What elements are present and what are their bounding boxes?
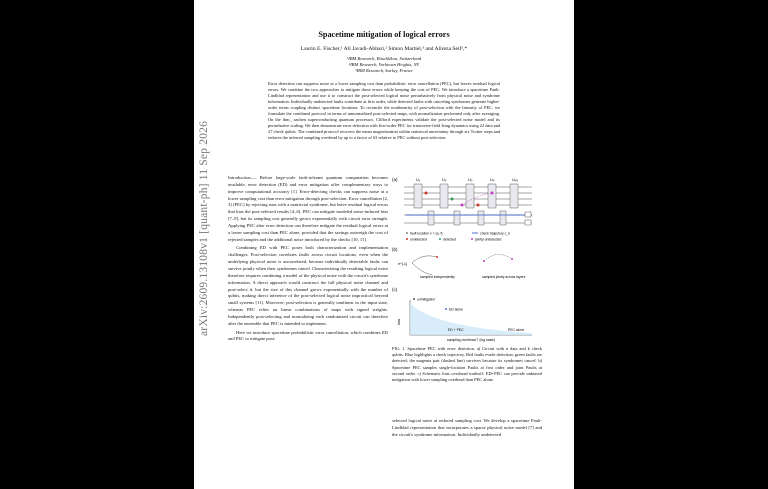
abstract: Error detection can suppress noise at a lower sampling cost than probabilistic error cancellation (PEC), but leaves residual logical errors. We combine the two approaches to mitigate those errors while keeping the cost of PEC. We introduce a spacetime Pauli-Lindblad representation and use it to construct the post-selected logical noise perturbatively from physical noise and syndrome information. Individually undetected faults contribute at first order, while detected faults with canceling syndromes generate higher-order terms coupling distinct spacetime locations. To reconcile the nonlinearity of post-selection with the linearity of PEC, we formulate the combined protocol in terms of unnormalized post-selected maps, with normalization performed only after averaging. On the ibm_ aachen superconducting quantum processor, Clifford experiments validate the post-selected noise model and its perturbative scaling. We then demonstrate error detection with first-order PEC for transverse-field Ising dynamics using 22 data and 27 check qubits. The combined protocol recovers the mean magnetization within statistical uncertainty through six Trotter steps and reduces the inferred sampling overhead by up to a factor of 63 relative to PEC without post-selection. (268, 81, 500, 140)
c-marker (445, 308, 447, 310)
panel-a-label: (a) (392, 177, 398, 182)
c-ylabel: bias (397, 318, 401, 325)
panel-b-label: (b) (392, 247, 398, 252)
legend-undetected: undetected (410, 237, 427, 242)
arxiv-stamp: arXiv:2609.13108v1 [quant-ph] 11 Sep 2026 (198, 120, 210, 336)
b-diagram (412, 254, 512, 275)
legend-fault: fault location ν = (a, f) (410, 231, 443, 236)
measure-box (525, 212, 531, 217)
legend-check: check trajectory c_k (480, 231, 510, 236)
c-edpec: ED + PEC (448, 328, 464, 332)
b-marker (436, 256, 438, 258)
undetected-fault (425, 192, 428, 195)
layer-label: U₂ (442, 177, 447, 182)
legend-fault-marker (406, 232, 408, 234)
b-right-label: sampled jointly across layers (482, 275, 526, 279)
legend-joint: jointly undetected (475, 237, 502, 242)
affiliation: ¹IBM Research, Rüschlikon, Switzerland (346, 56, 422, 61)
affiliations (194, 56, 574, 75)
b-marker (483, 260, 485, 262)
c-marker (413, 298, 415, 300)
affiliation: ³IBM Research, Saclay, France (355, 68, 413, 74)
figure-caption: FIG. 1. Spacetime PEC with error detection. a) Circuit with n data and k check qubits. Blue highlights a check trajectory. Red faults evade detection; green faults are detected; the magenta pair (dashed line) survives because its syndromes cancel. b) Spacetime PEC samples single-location Paulis at first order and joint Paulis at second order. c) Schematic bias–overhead tradeoff: ED+PEC can provide unbiased mitigation with lower sampling overhead than PEC alone. (392, 346, 542, 383)
affiliation: ²IBM Research, Yorktown Heights, NY (348, 62, 420, 68)
layer-label: U₄ (490, 177, 495, 182)
detected-fault (451, 198, 454, 201)
c-pec: PEC alone (508, 328, 525, 332)
right-column: selected logical noise at reduced sampling cost. We develop a spacetime Pauli-Lindblad representation that incorporates a sparse physical noise model [7] and the circuit's syndrome information. Individually undetected (392, 418, 542, 437)
undetected-fault (477, 204, 480, 207)
legend-undetected-marker (406, 238, 408, 240)
b-exponent: e^{-λ} (398, 262, 408, 266)
b-left-label: sampled independently (420, 275, 455, 279)
legend-detected-marker (439, 238, 441, 240)
gate-blocks (414, 184, 518, 225)
paragraph: Combining ED with PEC poses both characterization and implementation challenges. Post-selection correlates faults across circuit locations, even when the underlying physical noise is uncorrelated, because individually detectable faults can survive jointly when their syndromes cancel. Characterizing the resulting logical noise therefore requires combining a model of the physical noise with the circuit's syndrome information. A direct approach would construct the full physical noise channel and post-select it, but the size of this channel grows exponentially with the number of qubits, making direct inference of the post-selected logical noise impractical beyond small systems [11]. Moreover, post-selection is generally nonlinear in the input state, whereas PEC relies on linear combinations of maps with signed weights. Independently post-selecting and normalizing each randomized circuit can therefore alter the ensemble that PEC is intended to implement. (228, 245, 388, 326)
author-list: Laurin E. Fischer,¹ Ali Javadi-Abhari,² Simon Martiel,³ and Alireza Seif²,* (300, 46, 468, 52)
layer-label: U₁ (416, 177, 421, 182)
figure-1 (392, 175, 542, 345)
paragraph: Here we introduce spacetime probabilistic error cancellation, which combines ED and PEC to mitigate post- (228, 329, 388, 342)
paper-title: Spacetime mitigation of logical errors (318, 30, 450, 39)
layer-label: U₃ (468, 177, 473, 182)
paragraph: Introduction.— Before large-scale fault-tolerant quantum computation becomes available, error detection (ED) and error mitigation offer complementary ways to improve computational accuracy [1]. Error-detecting checks can suppress noise at a lower sampling cost than error mitigation through post-selection. Error cancellation [2, 3] (PEC) by rejecting runs with a nontrivial syndrome, but leave residual logical errors that bias the post-selected results [4–6]. PEC can mitigate modeled noise-induced bias [7–9], but its sampling cost generally grows exponentially with circuit error strength. Applying PEC after error detection can therefore mitigate the residual logical errors at a lower sampling cost than PEC alone, provided that the savings outweigh the cost of rejected samples and the additional noise introduced by the checks [10, 11]. (228, 175, 388, 242)
legend-joint-marker (471, 238, 473, 240)
layer-label: U₄₀ (512, 177, 519, 182)
left-column (228, 175, 388, 345)
c-unmitigated: unmitigated (417, 297, 435, 302)
c-xlabel: sampling overhead Γ (log scale) (447, 338, 496, 342)
c-ed: ED alone (449, 307, 463, 312)
b-marker (511, 258, 513, 260)
legend-detected: detected (443, 237, 457, 242)
panel-c-label: (c) (392, 287, 398, 292)
paper-page (194, 0, 574, 489)
measure-box (525, 220, 531, 225)
